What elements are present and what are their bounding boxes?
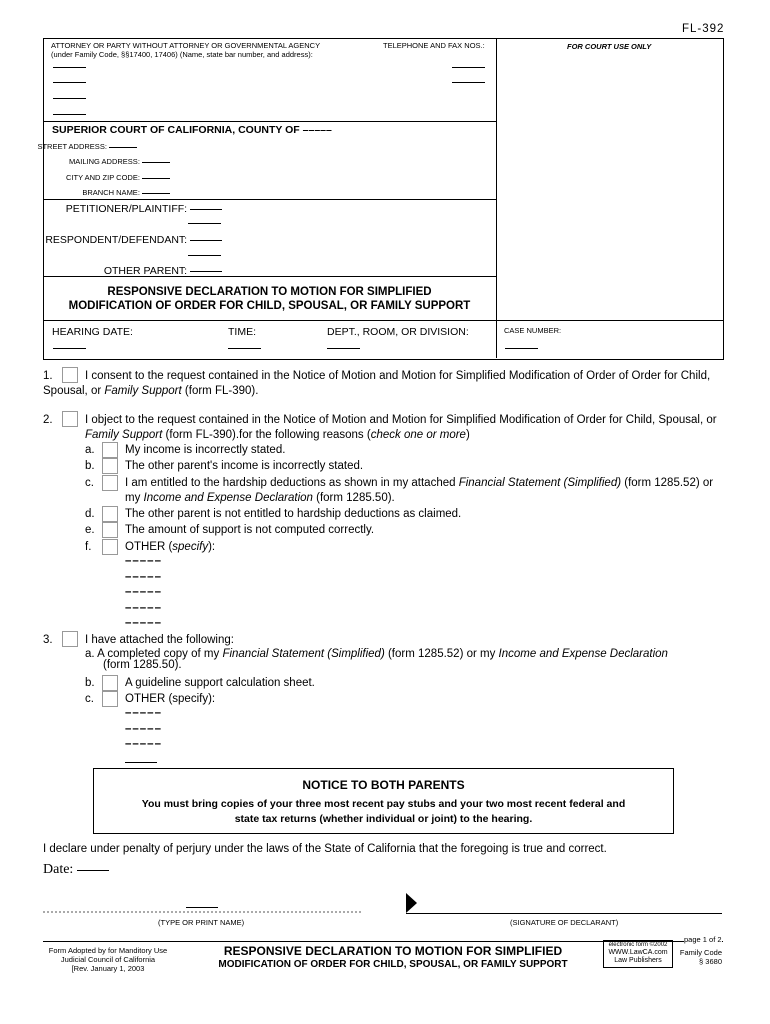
item2d-text: The other parent is not entitled to hardship deductions as claimed. <box>125 508 462 520</box>
item2-text: I object to the request contained in the Notice of Motion and Motion for Simplified Modification of Order for Child, Spousal, or <box>85 414 717 426</box>
print-name-field[interactable] <box>186 907 218 908</box>
item2f-line[interactable]: ––––– <box>125 555 162 567</box>
item2e-checkbox[interactable] <box>102 522 118 538</box>
item2-number: 2. <box>43 414 53 426</box>
item2a-text: My income is incorrectly stated. <box>125 444 286 456</box>
notice-line2: state tax returns (whether individual or joint) to the hearing. <box>234 813 533 825</box>
item2f-letter: f. <box>85 541 92 553</box>
item3c-letter: c. <box>85 693 94 705</box>
date-field[interactable] <box>77 869 109 871</box>
signature-label: (SIGNATURE OF DECLARANT) <box>510 918 619 927</box>
form-title: RESPONSIVE DECLARATION TO MOTION FOR SIMPLIFIED MODIFICATION OF ORDER FOR CHILD, SPOUSAL, OR FAMILY SUPPORT <box>68 286 471 312</box>
phone-line[interactable] <box>452 67 485 68</box>
respondent-field[interactable] <box>190 239 222 241</box>
item2d-letter: d. <box>85 508 95 520</box>
fax-line[interactable] <box>452 82 485 83</box>
item3c-line[interactable]: ––––– <box>125 723 162 735</box>
respondent-line[interactable] <box>188 255 221 256</box>
type-print-label: (TYPE OR PRINT NAME) <box>158 918 245 927</box>
other-parent-label: OTHER PARENT: <box>104 265 222 277</box>
attorney-line[interactable] <box>53 114 86 115</box>
mailing-field[interactable] <box>142 161 170 163</box>
publisher-badge: electronic form ©2002 WWW.LawCA.com Law Publishers <box>603 940 673 968</box>
notice-line1: You must bring copies of your three most recent pay stubs and your two most recent federal and <box>141 798 626 810</box>
city-field[interactable] <box>142 177 170 179</box>
item2a-checkbox[interactable] <box>102 442 118 458</box>
hearing-date-label: HEARING DATE: <box>52 326 133 338</box>
item2-checkbox[interactable] <box>62 411 78 427</box>
item2d-checkbox[interactable] <box>102 506 118 522</box>
attorney-line[interactable] <box>53 67 86 68</box>
hearing-date-field[interactable] <box>53 348 86 349</box>
item3a-text-line2: (form 1285.50). <box>103 659 182 671</box>
item1-text: I consent to the request contained in the Notice of Motion and Motion for Simplified Modification of Order of Order for Child, <box>85 370 711 382</box>
item3-number: 3. <box>43 634 53 646</box>
item3a-text: a. A completed copy of my Financial Statement (Simplified) (form 1285.52) or my Income and Expense Declaration <box>85 648 668 660</box>
item3c-line[interactable]: ––––– <box>125 707 162 719</box>
item2b-text: The other parent's income is incorrectly stated. <box>125 460 364 472</box>
respondent-label: RESPONDENT/DEFENDANT: <box>45 234 222 246</box>
mailing-label: MAILING ADDRESS: <box>69 157 170 166</box>
item3-checkbox[interactable] <box>62 631 78 647</box>
item3b-text: A guideline support calculation sheet. <box>125 677 315 689</box>
declaration-text: I declare under penalty of perjury under the laws of the State of California that the foregoing is true and correct. <box>43 843 607 855</box>
item1-text-line2: Spousal, or Family Support (form FL-390). <box>43 385 259 397</box>
time-field[interactable] <box>228 348 261 349</box>
item3c-line[interactable] <box>125 762 157 763</box>
petitioner-label: PETITIONER/PLAINTIFF: <box>66 203 222 215</box>
item2a-letter: a. <box>85 444 95 456</box>
petitioner-field[interactable] <box>190 208 222 210</box>
item2c-letter: c. <box>85 477 94 489</box>
adopted-info: Form Adopted by for Manditory Use Judicial Council of California [Rev. January 1, 2003 <box>48 946 168 973</box>
time-label: TIME: <box>228 326 256 338</box>
item2f-line[interactable]: ––––– <box>125 602 162 614</box>
item2b-checkbox[interactable] <box>102 458 118 474</box>
item3c-checkbox[interactable] <box>102 691 118 707</box>
form-number: FL-392 <box>682 23 725 35</box>
attorney-label: ATTORNEY OR PARTY WITHOUT ATTORNEY OR GOVERNMENTAL AGENCY <box>51 41 321 50</box>
branch-label: BRANCH NAME: <box>82 188 170 197</box>
item3c-line[interactable]: ––––– <box>125 738 162 750</box>
sign-here-arrow-icon <box>406 893 417 913</box>
case-number-label: CASE NUMBER: <box>504 326 562 335</box>
page-number: page 1 of 2 <box>684 935 722 944</box>
item2f-line[interactable]: ––––– <box>125 586 162 598</box>
attorney-line[interactable] <box>53 82 86 83</box>
dept-label: DEPT., ROOM, OR DIVISION: <box>327 326 469 338</box>
phone-label: TELEPHONE AND FAX NOS.: <box>383 41 485 50</box>
signature-line[interactable] <box>406 913 722 914</box>
item2c-checkbox[interactable] <box>102 475 118 491</box>
case-number-field[interactable] <box>505 348 538 349</box>
county-field[interactable]: ––––– <box>302 124 332 136</box>
code-citation: Family Code § 3680 <box>679 948 722 966</box>
court-name-label: SUPERIOR COURT OF CALIFORNIA, COUNTY OF ––––– <box>52 124 332 136</box>
print-name-line <box>43 911 361 913</box>
item2f-line[interactable]: ––––– <box>125 617 162 629</box>
item3-text: I have attached the following: <box>85 634 234 646</box>
item2e-letter: e. <box>85 524 95 536</box>
branch-field[interactable] <box>142 192 170 194</box>
street-field[interactable] <box>109 146 137 148</box>
item2f-line[interactable]: ––––– <box>125 571 162 583</box>
attorney-sub-label: (under Family Code, §§17400, 17406) (Name, state bar number, and address): <box>51 50 313 59</box>
other-parent-field[interactable] <box>190 270 222 272</box>
petitioner-line[interactable] <box>188 223 221 224</box>
item2e-text: The amount of support is not computed correctly. <box>125 524 375 536</box>
city-label: CITY AND ZIP CODE: <box>66 173 170 182</box>
attorney-line[interactable] <box>53 98 86 99</box>
item2b-letter: b. <box>85 460 95 472</box>
court-use-label: FOR COURT USE ONLY <box>567 42 652 51</box>
item3b-letter: b. <box>85 677 95 689</box>
street-label: STREET ADDRESS: <box>37 142 137 151</box>
footer-title: RESPONSIVE DECLARATION TO MOTION FOR SIMPLIFIED MODIFICATION OF ORDER FOR CHILD, SPOUSAL, OR FAMILY SUPPORT <box>218 944 568 970</box>
date-label: Date: <box>43 862 109 878</box>
item2-text-line2: Family Support (form FL-390).for the following reasons (check one or more) <box>85 429 470 441</box>
item3c-text: OTHER (specify): <box>125 693 216 705</box>
item2f-text: OTHER (specify): <box>125 541 216 553</box>
item2f-checkbox[interactable] <box>102 539 118 555</box>
dept-field[interactable] <box>327 348 360 349</box>
notice-title: NOTICE TO BOTH PARENTS <box>302 778 465 792</box>
item1-checkbox[interactable] <box>62 367 78 383</box>
notice-box <box>93 768 674 834</box>
item2c-text-line2: my Income and Expense Declaration (form 1285.50). <box>125 492 395 504</box>
item2c-text: I am entitled to the hardship deductions as shown in my attached Financial Statement (Simplified) (form 1285.52) or <box>125 477 714 489</box>
item1-number: 1. <box>43 370 53 382</box>
item3b-checkbox[interactable] <box>102 675 118 691</box>
